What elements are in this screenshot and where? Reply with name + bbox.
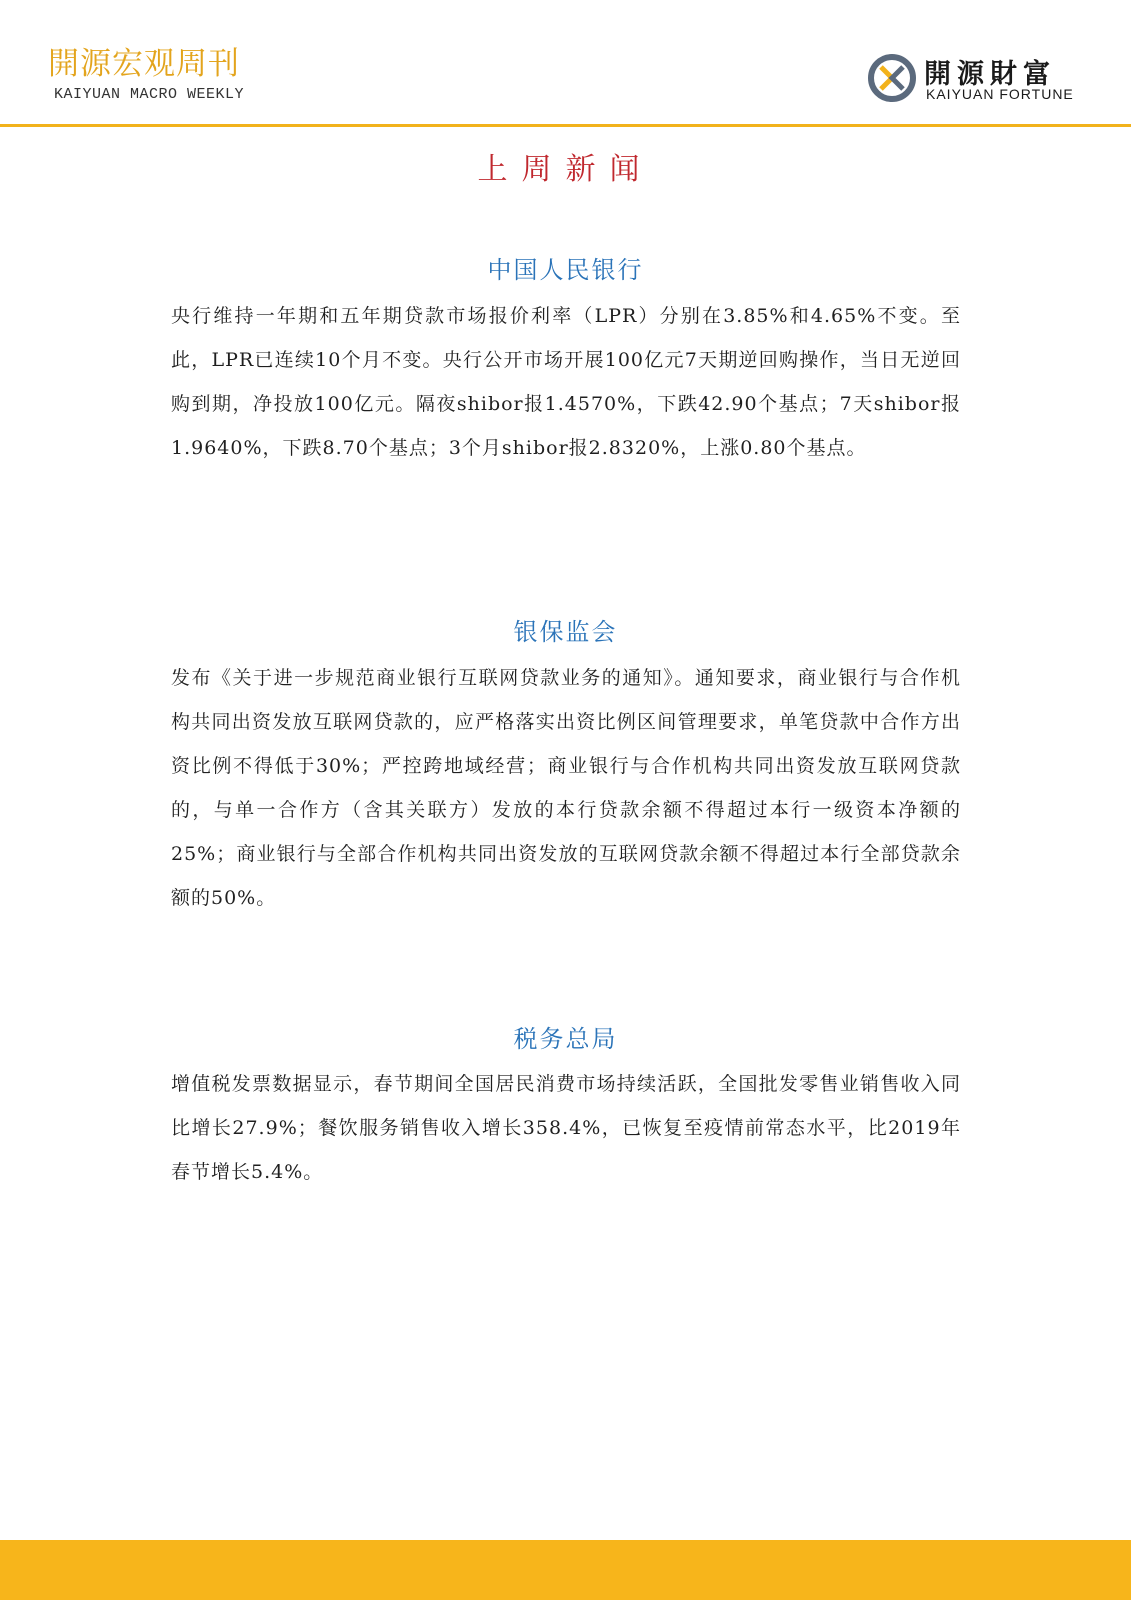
report-title: 開源宏观周刊 bbox=[48, 46, 240, 82]
page-title: 上周新闻 bbox=[477, 152, 654, 187]
section-body-cbirc: 发布《关于进一步规范商业银行互联网贷款业务的通知》。通知要求，商业银行与合作机构共同出资发放互联网贷款的，应严格落实出资比例区间管理要求，单笔贷款中合作方出资比例不得低于30%；严控跨地域经营；商业银行与合作机构共同出资发放互联网贷款的，与单一合作方（含其关联方）发放的本行贷款余额不得超过本行一级资本净额的25%；商业银行与全部合作机构共同出资发放的互联网贷款余额不得超过本行全部贷款余额的50%。 bbox=[171, 667, 961, 909]
logo-chinese-name: 開源財富 bbox=[924, 59, 1056, 90]
section-title-cbirc: 银保监会 bbox=[513, 618, 618, 646]
header-divider bbox=[0, 124, 1131, 127]
logo-english-name: KAIYUAN FORTUNE bbox=[926, 86, 1074, 102]
section-body-tax-bureau: 增值税发票数据显示，春节期间全国居民消费市场持续活跃，全国批发零售业销售收入同比增长27.9%；餐饮服务销售收入增长358.4%，已恢复至疫情前常态水平，比2019年春节增长5.4%。 bbox=[171, 1073, 961, 1183]
footer-bar bbox=[0, 1540, 1131, 1600]
page-header bbox=[0, 0, 1131, 126]
kaiyuan-logo-icon bbox=[866, 52, 918, 104]
section-body-pboc: 央行维持一年期和五年期贷款市场报价利率（LPR）分别在3.85%和4.65%不变。至此，LPR已连续10个月不变。央行公开市场开展100亿元7天期逆回购操作，当日无逆回购到期，净投放100亿元。隔夜shibor报1.4570%，下跌42.90个基点；7天shibor报1.9640%，下跌8.70个基点；3个月shibor报2.8320%，上涨0.80个基点。 bbox=[171, 305, 961, 459]
section-title-tax-bureau: 税务总局 bbox=[513, 1025, 618, 1053]
report-subtitle: KAIYUAN MACRO WEEKLY bbox=[54, 86, 245, 103]
section-title-pboc: 中国人民银行 bbox=[487, 256, 644, 284]
